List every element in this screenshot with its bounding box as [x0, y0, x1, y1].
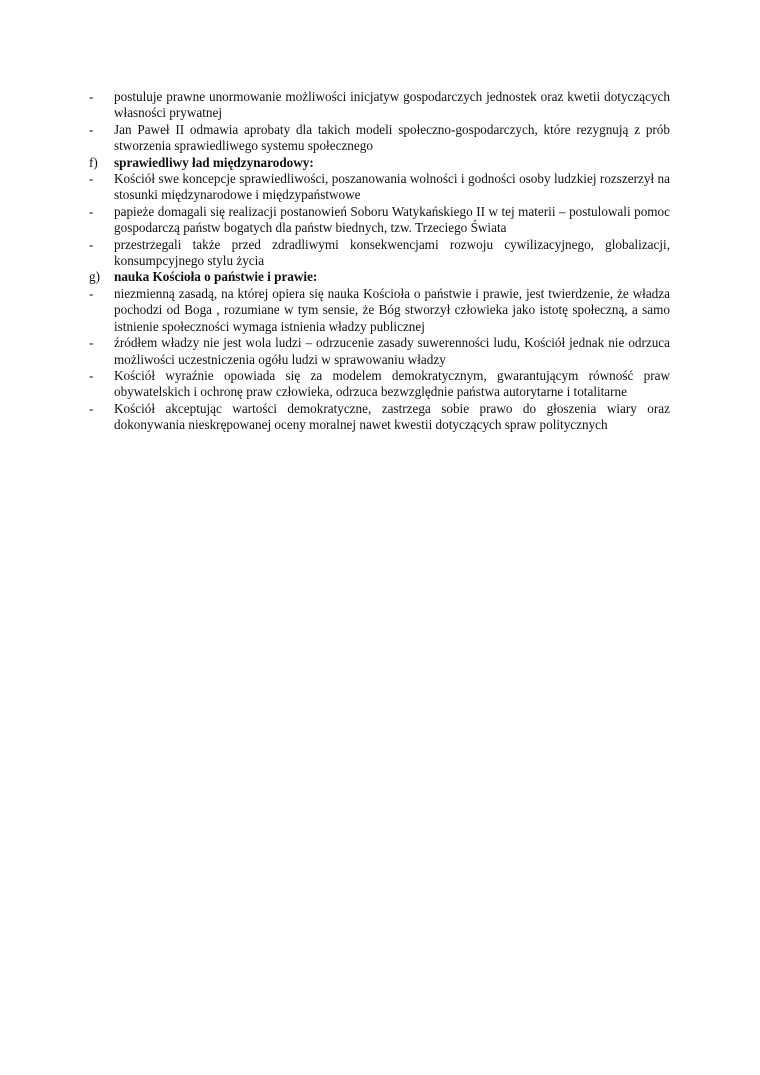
section-heading-text: sprawiedliwy ład międzynarodowy:	[114, 154, 314, 170]
bullet-marker: -	[89, 400, 94, 416]
document-body	[89, 89, 670, 434]
list-item	[89, 171, 670, 204]
bullet-marker: -	[89, 335, 94, 351]
list-item-text: postuluje prawne unormowanie możliwości inicjatyw gospodarczych jednostek oraz kwetii dotyczących własności prywatnej	[114, 89, 670, 121]
bullet-marker: -	[89, 121, 94, 137]
list-item-text: Jan Paweł II odmawia aprobaty dla takich modeli społeczno-gospodarczych, które rezygnują z prób stworzenia sprawiedliwego systemu społecznego	[114, 121, 670, 154]
list-item	[89, 237, 670, 270]
bullet-marker: -	[89, 203, 94, 219]
section-heading-g	[89, 269, 670, 285]
bullet-marker: -	[89, 236, 94, 252]
list-item-text: niezmienną zasadą, na której opiera się nauka Kościoła o państwie i prawie, jest twierdzenie, że władza pochodzi od Boga , rozumiane w tym sensie, że Bóg stworzył człowieka jako istotę społeczną, a samo istnienie społeczności wymaga istnienia władzy publicznej	[114, 285, 670, 334]
section-marker: f)	[89, 154, 98, 170]
list-item-text: źródłem władzy nie jest wola ludzi – odrzucenie zasady suwerenności ludu, Kościół jednak nie odrzuca możliwości uczestniczenia ogółu ludzi w sprawowaniu władzy	[114, 335, 670, 367]
list-item-text: Kościół swe koncepcje sprawiedliwości, poszanowania wolności i godności osoby ludzkiej rozszerzył na stosunki międzynarodowe i międzypaństwowe	[114, 171, 670, 203]
list-item-text: Kościół wyraźnie opowiada się za modelem demokratycznym, gwarantującym równość praw obywatelskich i ochronę praw człowieka, odrzuca bezwzględnie państwa autorytarne i totalitarne	[114, 367, 670, 400]
list-item	[89, 368, 670, 401]
list-item-text: papieże domagali się realizacji postanowień Soboru Watykańskiego II w tej materii – postulowali pomoc gospodarczą państw bogatych dla państw biednych, tzw. Trzeciego Świata	[114, 203, 670, 236]
bullet-marker: -	[89, 171, 94, 187]
bullet-marker: -	[89, 285, 94, 301]
list-item	[89, 89, 670, 122]
section-marker: g)	[89, 269, 100, 285]
list-item-text: przestrzegali także przed zdradliwymi konsekwencjami rozwoju cywilizacyjnego, globalizacji, konsumpcyjnego stylu życia	[114, 236, 670, 269]
list-item	[89, 335, 670, 368]
list-item	[89, 401, 670, 434]
section-heading-f	[89, 155, 670, 171]
list-item	[89, 286, 670, 335]
list-item	[89, 204, 670, 237]
bullet-marker: -	[89, 89, 94, 104]
bullet-marker: -	[89, 367, 94, 383]
section-heading-text: nauka Kościoła o państwie i prawie:	[114, 269, 318, 285]
list-item-text: Kościół akceptując wartości demokratyczne, zastrzega sobie prawo do głoszenia wiary oraz dokonywania nieskrępowanej oceny moralnej nawet kwestii dotyczących spraw politycznych	[114, 400, 670, 433]
list-item	[89, 122, 670, 155]
